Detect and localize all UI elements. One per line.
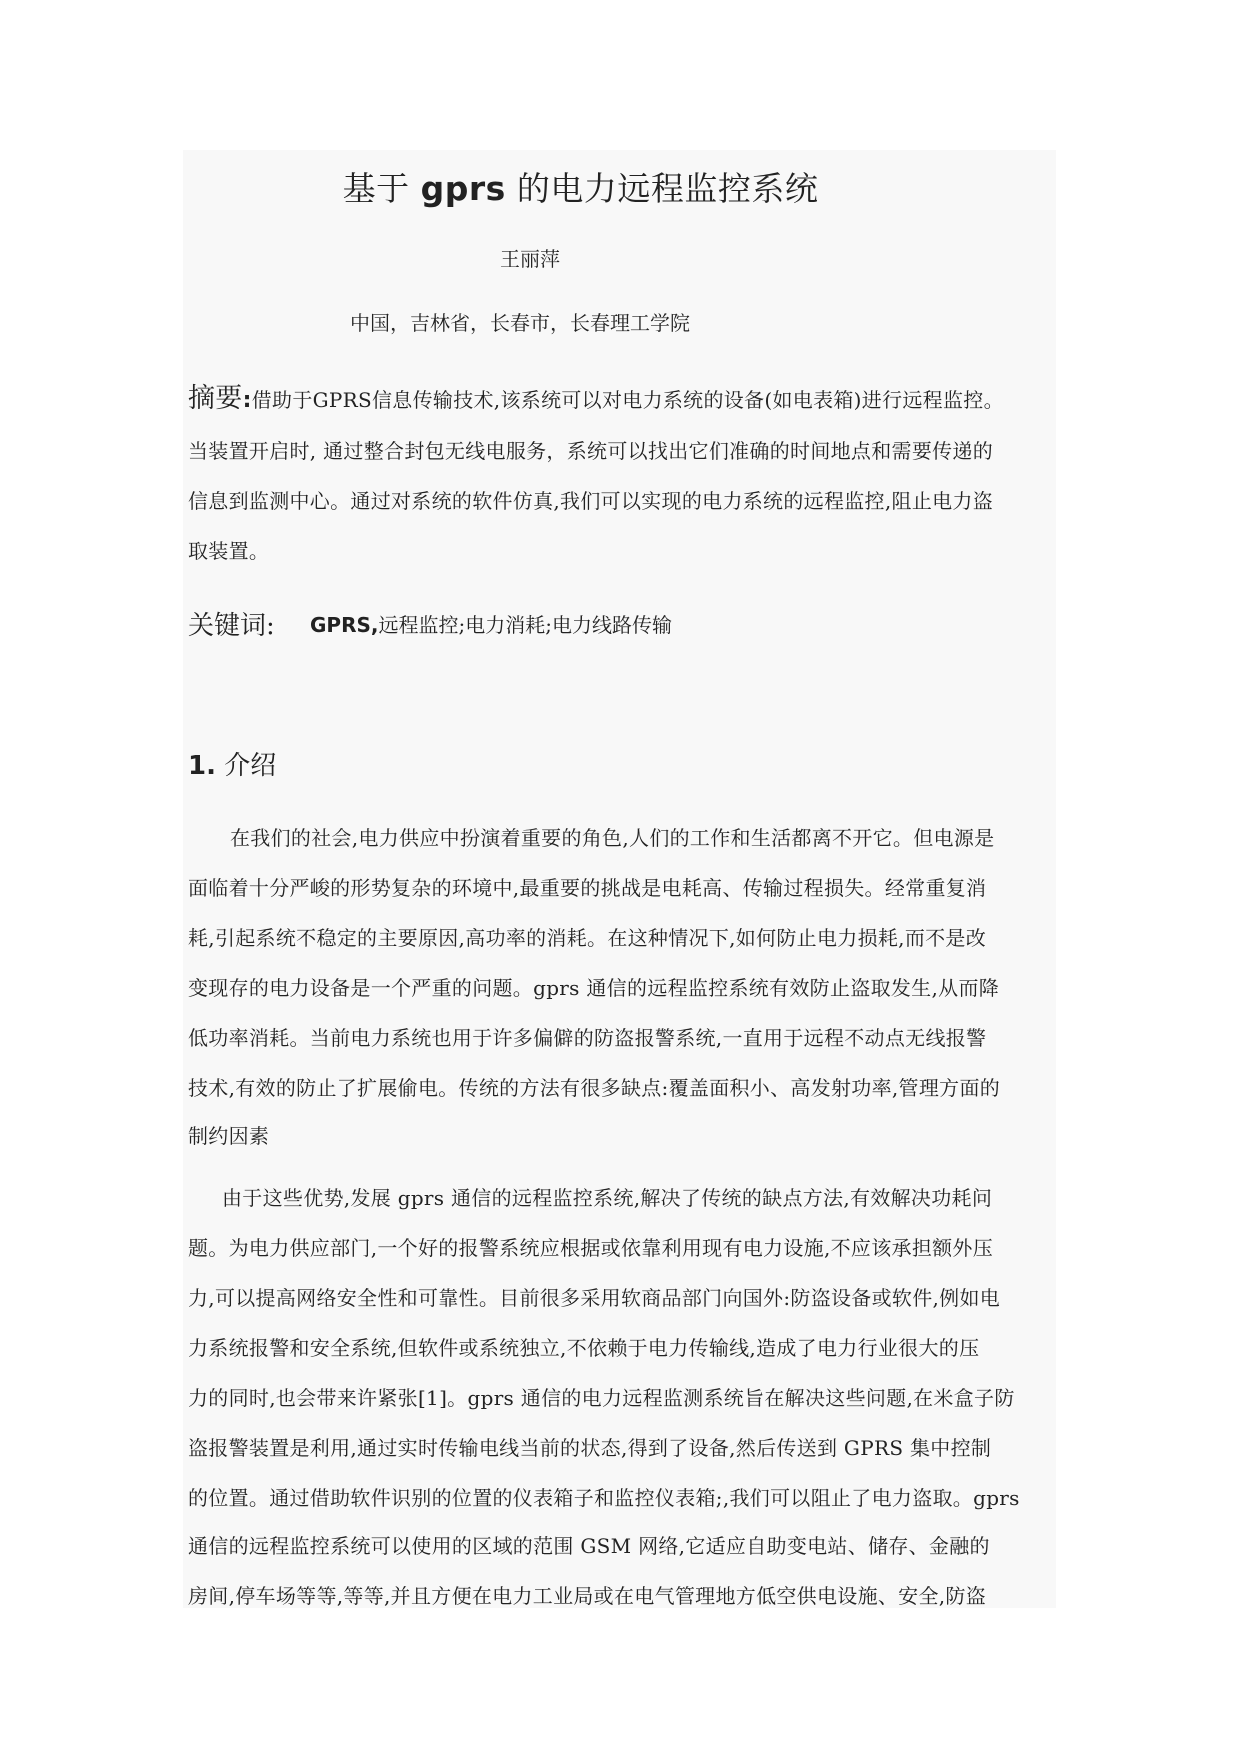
section-title: 介绍	[224, 751, 277, 781]
paragraph1-line-5: 低功率消耗。当前电力系统也用于许多偏僻的防盗报警系统,一直用于远程不动点无线报警	[188, 1026, 987, 1050]
paragraph2-line-6: 盗报警装置是利用,通过实时传输电线当前的状态,得到了设备,然后传送到 GPRS 集中控制	[188, 1436, 992, 1460]
keywords-list	[310, 605, 672, 638]
paragraph2-line-9: 房间,停车场等等,等等,并且方便在电力工业局或在电气管理地方低空供电设施、安全,防盗	[188, 1584, 987, 1608]
paragraph1-line-7: 制约因素	[188, 1124, 270, 1148]
paragraph2-line-4: 力系统报警和安全系统,但软件或系统独立,不依赖于电力传输线,造成了电力行业很大的压	[188, 1336, 980, 1360]
author-name: 王丽萍	[500, 247, 560, 271]
keywords-label: 关键词:	[188, 611, 275, 641]
title-suffix: 的电力远程监控系统	[516, 169, 819, 208]
title-latin: gprs	[420, 169, 506, 208]
paragraph2-line-3: 力,可以提高网络安全性和可靠性。目前很多采用软商品部门向国外:防盗设备或软件,例如电	[188, 1286, 1001, 1310]
keywords-rest: 远程监控;电力消耗;电力线路传输	[378, 613, 672, 637]
section-heading	[188, 745, 276, 782]
paragraph2-line-1: 由于这些优势,发展 gprs 通信的远程监控系统,解决了传统的缺点方法,有效解决功耗问	[222, 1186, 993, 1210]
keyword-gprs: GPRS,	[310, 613, 379, 637]
paragraph1-line-1: 在我们的社会,电力供应中扮演着重要的角色,人们的工作和生活都离不开它。但电源是	[230, 826, 995, 850]
abstract-line-3: 信息到监测中心。通过对系统的软件仿真,我们可以实现的电力系统的远程监控,阻止电力盗	[188, 489, 994, 513]
document-title	[0, 163, 1161, 210]
paragraph2-line-7: 的位置。通过借助软件识别的位置的仪表箱子和监控仪表箱;,我们可以阻止了电力盗取。gprs	[188, 1486, 1020, 1510]
abstract-text: 借助于GPRS信息传输技术,该系统可以对电力系统的设备(如电表箱)进行远程监控。	[251, 388, 1004, 412]
section-number: 1.	[188, 751, 216, 781]
paragraph1-line-6: 技术,有效的防止了扩展偷电。传统的方法有很多缺点:覆盖面积小、高发射功率,管理方面的	[188, 1076, 1001, 1100]
paragraph2-line-8: 通信的远程监控系统可以使用的区域的范围 GSM 网络,它适应自助变电站、储存、金融的	[188, 1534, 990, 1558]
paragraph2-line-2: 题。为电力供应部门,一个好的报警系统应根据或依靠利用现有电力设施,不应该承担额外压	[188, 1236, 994, 1260]
title-prefix: 基于	[342, 169, 410, 208]
abstract-line-2: 当装置开启时, 通过整合封包无线电服务，系统可以找出它们准确的时间地点和需要传递的	[188, 439, 994, 463]
abstract-label: 摘要:	[188, 383, 252, 414]
paragraph1-line-3: 耗,引起系统不稳定的主要原因,高功率的消耗。在这种情况下,如何防止电力损耗,而不是改	[188, 926, 987, 950]
abstract-line-4: 取装置。	[188, 539, 270, 563]
paragraph1-line-2: 面临着十分严峻的形势复杂的环境中,最重要的挑战是电耗高、传输过程损失。经常重复消	[188, 876, 987, 900]
author-affiliation: 中国，吉林省，长春市，长春理工学院	[350, 311, 690, 335]
paragraph1-line-4: 变现存的电力设备是一个严重的问题。gprs 通信的远程监控系统有效防止盗取发生,从而降	[188, 976, 1000, 1000]
paragraph2-line-5: 力的同时,也会带来许紧张[1]。gprs 通信的电力远程监测系统旨在解决这些问题,在米盒子防	[188, 1386, 1015, 1410]
abstract-line-1	[188, 376, 1004, 415]
